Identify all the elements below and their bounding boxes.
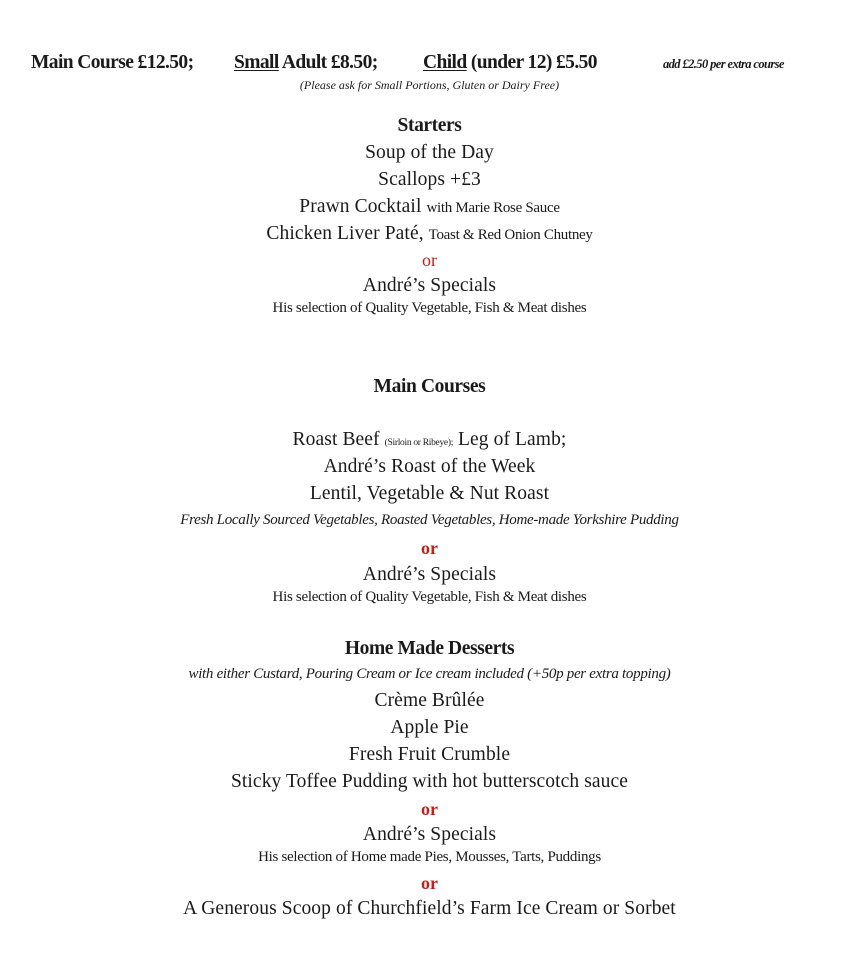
child-price xyxy=(423,53,597,73)
starter-item-name: Prawn Cocktail xyxy=(299,196,422,217)
or-divider: or xyxy=(421,538,438,558)
starter-item: Scallops +£3 xyxy=(378,169,481,190)
specials-title: André’s Specials xyxy=(362,275,497,296)
dessert-item: Crème Brûlée xyxy=(374,690,485,711)
sides-description: Fresh Locally Sourced Vegetables, Roasted Vegetables, Home-made Yorkshire Pudding xyxy=(180,512,679,528)
desserts-heading: Home Made Desserts xyxy=(344,638,515,659)
ice-cream-item: A Generous Scoop of Churchfield’s Farm Ice Cream or Sorbet xyxy=(183,898,676,919)
specials-title: André’s Specials xyxy=(362,824,497,845)
or-divider: or xyxy=(421,873,438,893)
extra-course-price: add £2.50 per extra course xyxy=(663,57,784,71)
portions-note: (Please ask for Small Portions, Gluten or Dairy Free) xyxy=(299,78,560,92)
main-course-price: Main Course £12.50; xyxy=(31,52,194,73)
small-adult-label: Small xyxy=(234,52,279,73)
child-label: Child xyxy=(423,52,467,73)
specials-description: His selection of Home made Pies, Mousses, Tarts, Puddings xyxy=(258,849,601,865)
starter-item-detail: Toast & Red Onion Chutney xyxy=(428,227,593,243)
starter-item-name: Chicken Liver Paté, xyxy=(266,223,424,244)
starter-item: Soup of the Day xyxy=(365,142,494,163)
child-rest: (under 12) £5.50 xyxy=(466,52,597,73)
small-adult-rest: Adult £8.50; xyxy=(278,52,378,73)
specials-title: André’s Specials xyxy=(362,564,497,585)
dessert-item: Sticky Toffee Pudding with hot butterscotch sauce xyxy=(230,771,629,792)
leg-of-lamb: Leg of Lamb; xyxy=(458,429,567,450)
small-adult-price xyxy=(234,53,378,73)
roast-beef-note: (Sirloin or Ribeye); xyxy=(384,438,454,448)
specials-description: His selection of Quality Vegetable, Fish & Meat dishes xyxy=(272,589,587,605)
starter-item-detail: with Marie Rose Sauce xyxy=(426,200,560,216)
or-divider: or xyxy=(422,250,437,270)
dessert-item: Apple Pie xyxy=(390,717,469,738)
specials-description: His selection of Quality Vegetable, Fish & Meat dishes xyxy=(272,300,587,316)
main-course-item xyxy=(0,430,859,450)
main-course-item: André’s Roast of the Week xyxy=(323,456,536,477)
dessert-item: Fresh Fruit Crumble xyxy=(348,744,511,765)
starter-item xyxy=(0,224,859,244)
starters-heading: Starters xyxy=(397,115,462,136)
desserts-note: with either Custard, Pouring Cream or Ice cream included (+50p per extra topping) xyxy=(188,666,671,682)
main-course-item: Lentil, Vegetable & Nut Roast xyxy=(309,483,550,504)
starter-item xyxy=(0,197,859,217)
main-courses-heading: Main Courses xyxy=(373,376,486,397)
or-divider: or xyxy=(421,799,438,819)
roast-beef: Roast Beef xyxy=(292,429,380,450)
